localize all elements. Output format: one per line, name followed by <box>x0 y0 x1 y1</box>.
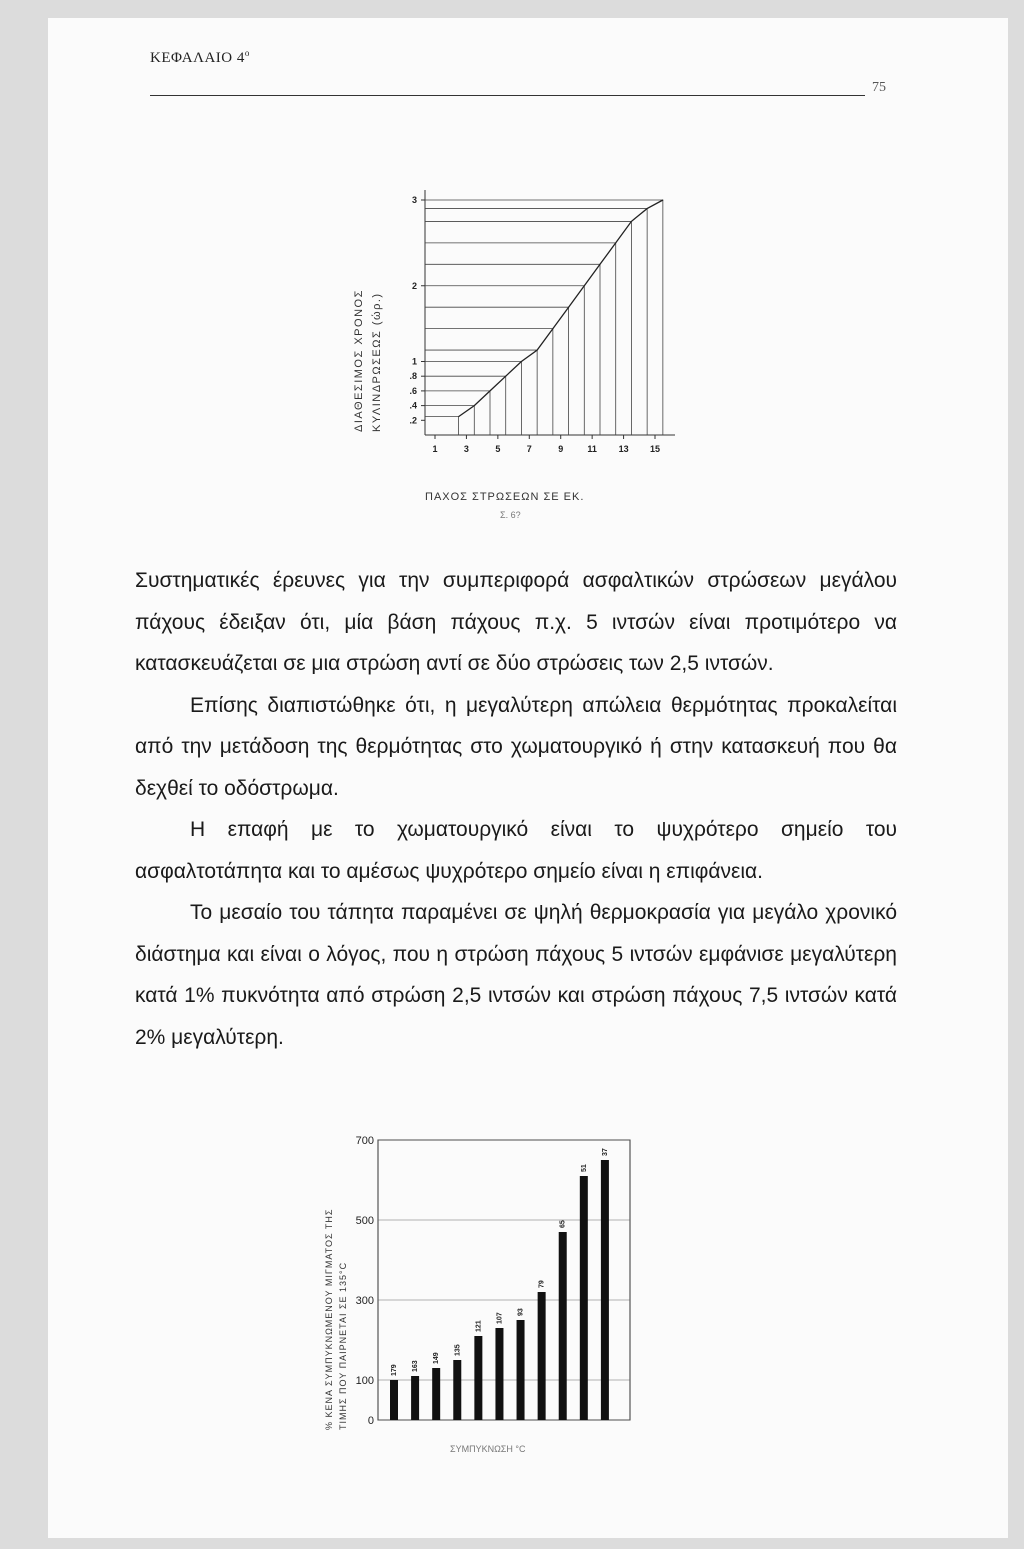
header-rule <box>150 95 865 96</box>
figure2-bar <box>453 1360 461 1420</box>
figure1-x-tick-label: 7 <box>526 444 532 454</box>
figure2-bar-label: 149 <box>433 1352 441 1364</box>
figure2-bar <box>474 1336 482 1420</box>
body-text <box>135 560 897 1058</box>
figure1-y-tick-label: .2 <box>409 415 417 426</box>
figure1-x-tick-label: 9 <box>558 444 564 454</box>
figure2-bar-label: 37 <box>601 1148 609 1156</box>
figure2-bar <box>559 1232 567 1420</box>
chapter-title: ΚΕΦΑΛΑΙΟ 4 <box>150 50 245 66</box>
figure2-bar <box>390 1380 398 1420</box>
figure2-y-tick-label: 300 <box>355 1295 374 1307</box>
figure2-bar-label: 107 <box>496 1312 504 1324</box>
page-number: 75 <box>872 80 886 95</box>
figure2-bar <box>580 1176 588 1420</box>
paragraph-3: Η επαφή με το χωματουργικό είναι το ψυχρότερο σημείο του ασφαλτοτάπητα και το αμέσως ψυχρότερο σημείο είναι η επιφάνεια. <box>135 818 897 883</box>
figure2-y-label-line1: % ΚΕΝΑ ΣΥΜΠΥΚΝΩΜΕΝΟΥ ΜΙΓΜΑΤΟΣ ΤΗΣ <box>324 1208 334 1430</box>
figure2-bar-label: 179 <box>391 1364 398 1376</box>
figure1-x-tick-label: 5 <box>495 444 501 454</box>
chapter-header <box>150 48 250 67</box>
figure1-y-tick-label: .4 <box>409 400 417 411</box>
figure2-chart <box>300 1130 680 1470</box>
figure2-bar <box>517 1320 525 1420</box>
figure2-bar-label: 65 <box>559 1220 567 1228</box>
figure2-bar-label: 121 <box>475 1320 483 1332</box>
figure1-x-tick-label: 1 <box>432 444 438 454</box>
figure2-y-tick-label: 0 <box>367 1415 374 1427</box>
figure1-y-tick-label: 2 <box>411 280 417 291</box>
figure1-chart <box>330 170 710 520</box>
figure2-bar-label: 79 <box>538 1280 546 1288</box>
figure2-bar-label: 51 <box>580 1164 588 1172</box>
figure2-bar <box>411 1376 419 1420</box>
figure2-y-tick-label: 500 <box>355 1215 374 1227</box>
paragraph-2: Επίσης διαπιστώθηκε ότι, η μεγαλύτερη απώλεια θερμότητας προκαλείται από την μετάδοση της θερμότητας στο χωματουργικό ή στην κατασκευή που θα δεχθεί το οδόστρωμα. <box>135 693 897 800</box>
figure2-bar <box>601 1160 609 1420</box>
figure1-x-label: ΠΑΧΟΣ ΣΤΡΩΣΕΩΝ ΣΕ ΕΚ. <box>425 491 585 503</box>
figure1-y-tick-label: .6 <box>409 385 417 396</box>
figure2-bar <box>495 1328 503 1420</box>
figure2-bar <box>538 1292 546 1420</box>
figure1-y-label-line2: ΚΥΛΙΝΔΡΩΣΕΩΣ (ώρ.) <box>371 292 383 432</box>
figure1-y-label <box>353 289 383 432</box>
figure2-bar <box>432 1368 440 1420</box>
figure1-caption-partial: Σ. 6? <box>500 510 521 520</box>
figure1-x-tick-label: 11 <box>587 444 597 454</box>
figure1-y-tick-label: 3 <box>411 195 417 205</box>
paragraph-4: Το μεσαίο του τάπητα παραμένει σε ψηλή θερμοκρασία για μεγάλο χρονικό διάστημα και είναι ο λόγος, που η στρώση πάχους 5 ιντσών εμφάνισε μεγαλύτερη κατά 1% πυκνότητα από στρώση 2,5 ιντσών και στρώση πάχους 7,5 ιντσών κατά 2% μεγαλύτερη. <box>135 901 897 1049</box>
figure2-y-label-line2: ΤΙΜΗΣ ΠΟΥ ΠΑΙΡΝΕΤΑΙ ΣΕ 135°C <box>338 1261 348 1430</box>
figure2-bar-label: 93 <box>517 1308 525 1316</box>
figure2-y-tick-label: 700 <box>355 1135 374 1147</box>
figure2-caption-partial: ΣΥΜΠΥΚΝΩΣΗ °C <box>450 1444 526 1454</box>
figure1-y-label-line1: ΔΙΑΘΕΣΙΜΟΣ ΧΡΟΝΟΣ <box>353 289 365 432</box>
figure1-y-tick-label: 1 <box>411 356 417 367</box>
figure2-bar-label: 135 <box>454 1344 462 1356</box>
paragraph-1: Συστηματικές έρευνες για την συμπεριφορά ασφαλτικών στρώσεων μεγάλου πάχους έδειξαν ότι, μία βάση πάχους π.χ. 5 ιντσών είναι προτιμότερο να κατασκευάζεται σε μια στρώση αντί σε δύο στρώσεις των 2,5 ιντσών. <box>135 569 897 675</box>
figure2-y-tick-label: 100 <box>355 1375 374 1387</box>
figure1-x-tick-label: 15 <box>649 444 661 454</box>
figure1-x-tick-label: 3 <box>463 444 469 454</box>
chapter-sup: ο <box>244 48 250 58</box>
figure2-bar-label: 163 <box>412 1360 420 1372</box>
figure1-curve <box>459 200 663 417</box>
figure1-y-tick-label: .8 <box>409 371 417 382</box>
figure1-x-tick-label: 13 <box>618 444 629 454</box>
